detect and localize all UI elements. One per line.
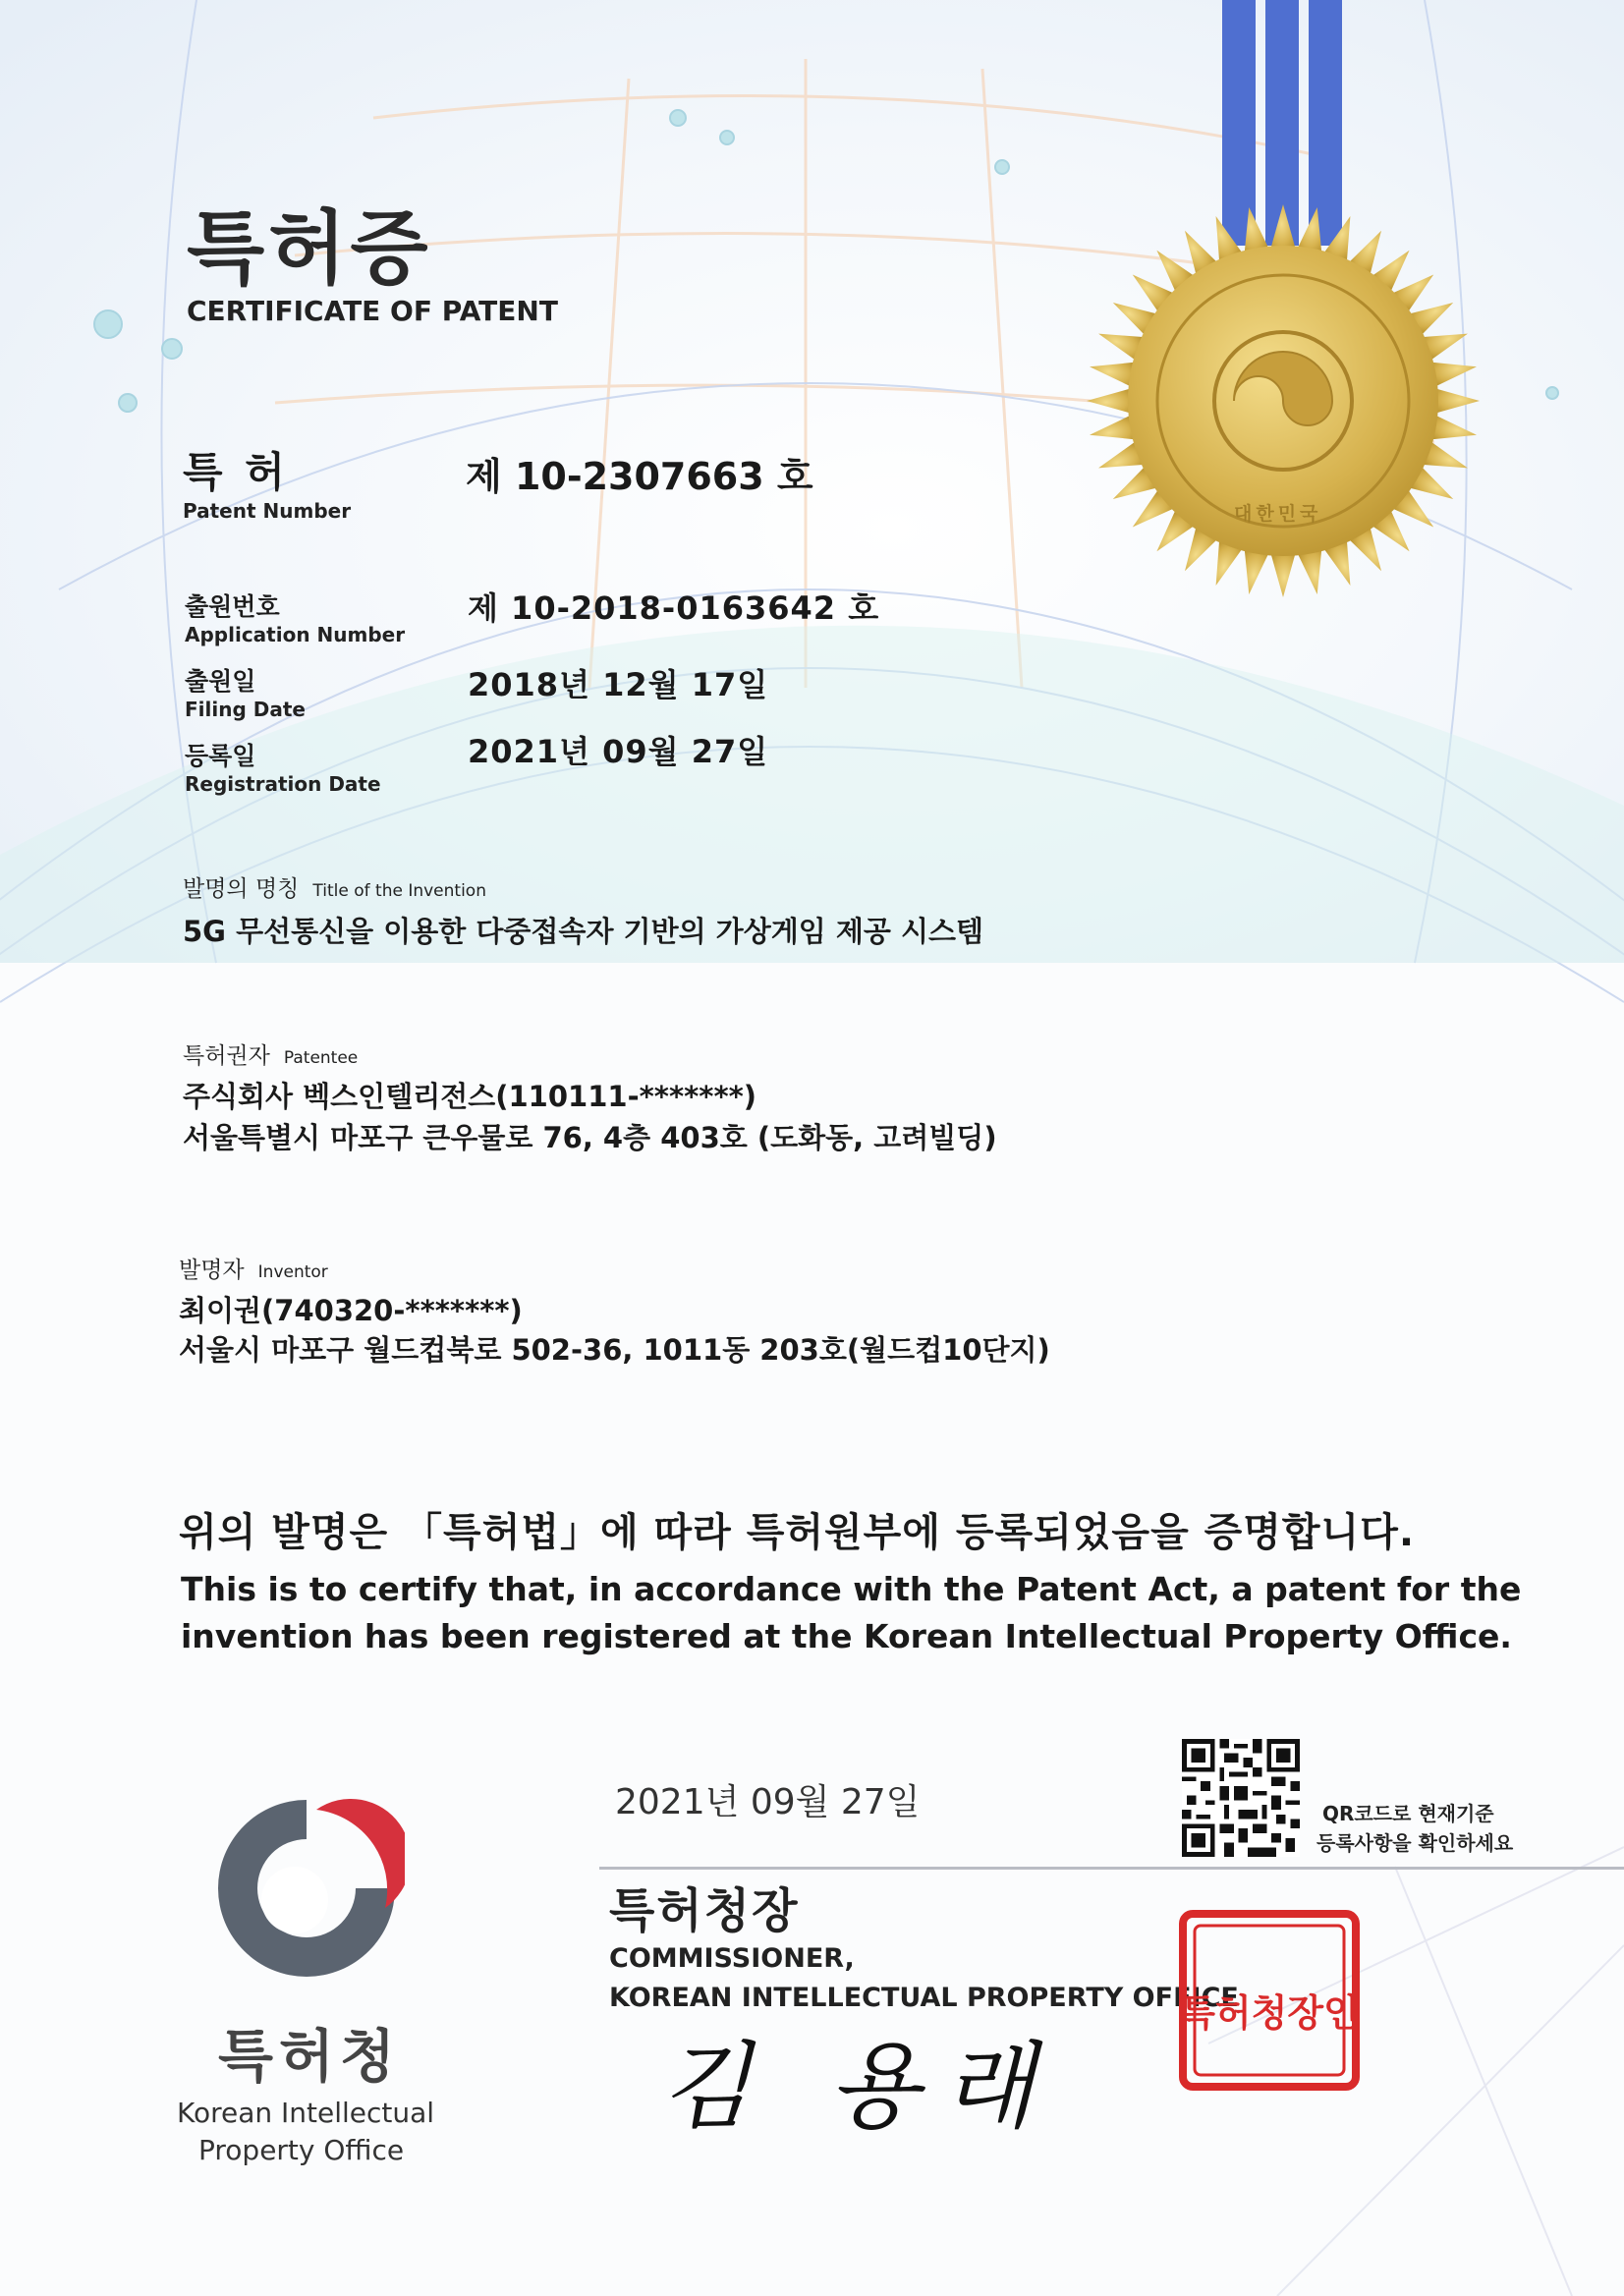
filing-date-label-ko: 출원일: [185, 667, 256, 696]
patent-number-value: 제 10-2307663 호: [466, 455, 813, 498]
patentee-address: 서울특별시 마포구 큰우물로 76, 4층 403호 (도화동, 고려빌딩): [183, 1121, 997, 1154]
invention-title: 5G 무선통신을 이용한 다중접속자 기반의 가상게임 제공 시스템: [183, 915, 984, 948]
inventor-label-ko: 발명자: [179, 1258, 245, 1283]
qr-note-line1: QR코드로 현재기준: [1322, 1802, 1494, 1825]
patent-number-label-ko: 특 허: [183, 448, 289, 496]
office-name-ko: 특허청: [218, 2023, 402, 2090]
invention-section-label: [183, 870, 486, 903]
patentee-label-ko: 특허권자: [183, 1043, 270, 1069]
registration-date-label-ko: 등록일: [185, 742, 256, 770]
inventor-section-label: [179, 1252, 328, 1284]
stamp-text: 특허청장인: [1179, 1991, 1360, 2035]
patentee-name: 주식회사 벡스인텔리전스(110111-*******): [183, 1080, 757, 1113]
inventor-name: 최이권(740320-*******): [179, 1294, 523, 1327]
certification-en-line2: invention has been registered at the Korean Intellectual Property Office.: [181, 1617, 1512, 1655]
certification-ko: 위의 발명은 「특허법」에 따라 특허원부에 등록되었음을 증명합니다.: [179, 1510, 1416, 1555]
registration-date-label-en: Registration Date: [185, 772, 381, 796]
patentee-section-label: [183, 1037, 358, 1070]
application-number-label-en: Application Number: [185, 623, 406, 646]
invention-label-ko: 발명의 명칭: [183, 876, 300, 902]
office-name-en-line1: Korean Intellectual: [177, 2097, 435, 2129]
kipo-logo-icon: [208, 1790, 405, 1987]
seal-label: 대한민국: [1234, 503, 1322, 525]
filing-date-label-en: Filing Date: [185, 698, 306, 721]
commissioner-title-ko: 특허청장: [609, 1883, 800, 1938]
certification-en-line1: This is to certify that, in accordance with the Patent Act, a patent for the: [181, 1570, 1522, 1608]
registration-date-value: 2021년 09월 27일: [468, 733, 769, 770]
title-ko: 특허증: [187, 202, 432, 296]
qr-code[interactable]: [1182, 1739, 1300, 1857]
patent-number-label-en: Patent Number: [183, 499, 352, 523]
commissioner-signature: 김 용래: [660, 2032, 1058, 2142]
qr-note-line2: 등록사항을 확인하세요: [1316, 1831, 1514, 1855]
application-number-value: 제 10-2018-0163642 호: [468, 589, 880, 627]
title-en: CERTIFICATE OF PATENT: [187, 295, 558, 327]
invention-label-en: Title of the Invention: [312, 881, 486, 901]
patentee-label-en: Patentee: [283, 1048, 359, 1068]
filing-date-value: 2018년 12월 17일: [468, 666, 769, 703]
application-number-label-ko: 출원번호: [185, 592, 280, 621]
commissioner-title-en-line2: KOREAN INTELLECTUAL PROPERTY OFFICE: [609, 1983, 1239, 2013]
issue-date: 2021년 09월 27일: [615, 1782, 921, 1822]
inventor-address: 서울시 마포구 월드컵북로 502-36, 1011동 203호(월드컵10단지): [179, 1333, 1050, 1367]
office-name-en-line2: Property Office: [198, 2134, 405, 2166]
official-stamp: [1179, 1910, 1360, 2091]
commissioner-title-en-line1: COMMISSIONER,: [609, 1943, 855, 1974]
inventor-label-en: Inventor: [257, 1262, 328, 1282]
